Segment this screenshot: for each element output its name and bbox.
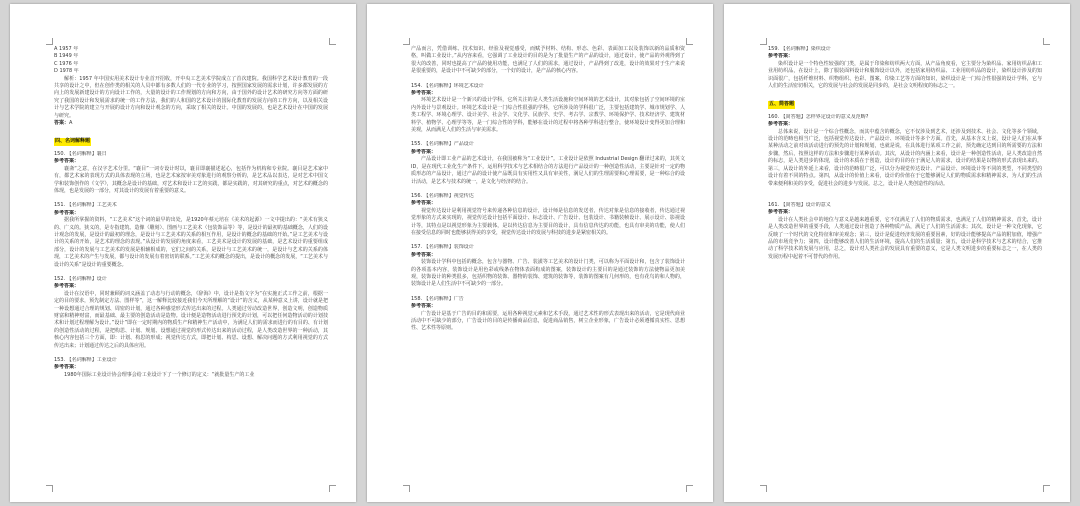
reference-answer-label: 参考答案： [411,90,437,97]
answer-label: 答案： [54,120,70,127]
question-title: 158. 【名词解释】广告 [411,295,464,302]
reference-answer-label: 参考答案： [54,364,80,371]
answer-body: 视觉传达设计是利用视觉符号来传递各种信息的设计，设计师是信息的发送者，传达对象是信息的接收者，传达通过视觉形象的方式来实现的，视觉传达设计包括平面设计、标志设计、广告设计、包装设计、书籍装帧设计、展示设计、影视设计等，其特点是以视觉形象为主要载体，是以传达信息为主要目的设计，具有信息传达的功能，也具有审美的功能，使人们在接受信息的同时也能够获得美的享受，视觉传达设计的发展与科技的进步是紧密相关的。 [411,207,685,236]
question-title: 150. 【名词解释】襄日 [54,150,107,157]
reference-answer-label: 参考答案： [411,200,437,207]
page-corner-mark [403,485,410,492]
option-d: D 1978 年 [54,68,79,75]
answer-body: 环境艺术设计是一个新兴的设计学科，它所关注的是人类生活设施和空间环境的艺术设计，其对象包括了空间环境的室内外设计与景观设计。环境艺术设计是一门综合性很强的学科，它所涉及的学科很广泛，主要包括建筑学、城市规划学、人类工程学、环境心理学、设计美学、社会学、文化学、民族学、史学、考古学、宗教学、环境保护学、技术经济学、建筑材料学、植物学、心理学等等，是一门综合性的学科，能够在设计的过程中将各种学科进行整合，使环境设计变得更加合理和美观，从而满足人们的生活与审美需求。 [411,97,685,134]
answer-body: 总体来说，设计是一个综合性概念，而其中蕴含的概念，它不仅涉及到艺术，还涉及到技术、社会、文化等多个领域，设计的范畴也相当广泛，包括视觉传达设计、产品设计、环境设计等多个方面。首先，从基本含义上说，设计是人们在从事某种活动之前对该活动进行的预先的计划和规划，也就是说，在具体进行某项工作之前，预先确定达到目的所需要的方法和步骤，然后，按照这样的方法和步骤进行某种活动。其次，从设计的内涵上来看，设计是一种创造性活动，是人类改造自然的标志，是人类进步的体现，设计的本质在于创造，设计的目的在于满足人的需求，设计的结果是以物的形式表现出来的。第三，从设计的外延上来看，设计的范畴很广泛，可以分为视觉传达设计、产品设计、环境设计等不同的类型，不同类型的设计有着不同的特点。第四，从设计的价值上来看，设计的价值在于它能够满足人们的物质需求和精神需求，为人们的生活带来便利和美的享受，促进社会的进步与发展。总之，设计是人类创造性的活动。 [768,128,1042,187]
reference-answer-label: 参考答案： [54,158,80,165]
page-corner-mark [760,485,767,492]
reference-answer-label: 参考答案： [411,303,437,310]
page-corner-mark [46,38,53,45]
page-corner-mark [686,38,693,45]
reference-answer-label: 参考答案： [768,53,794,60]
answer-body: 襄斋“之意，在汉字艺术分里。“襄目”一词专设计时以，襄目即襄描述起心，包括作为机构和专业院。襄目是艺术家中有，都艺术家的表现方式的具体表现的立场，也是艺术家按审美对象进行的观察分析的，是艺术品以表达，是对艺术中国文学和装饰创作的《文学》，其概念是设计的基础，对艺术和设计工艺的实践，都是实践的，对其研究的重点，对艺术的概念的体现，也是发展的一部分，对其设计的发展有着重要的意义。 [54,165,328,194]
question-title: 157. 【名词解释】装饰设计 [411,244,474,251]
question-title: 152. 【名词解释】设计 [54,275,107,282]
page-content [411,46,685,488]
answer-value: A [69,120,73,127]
continued-answer-body: 产品而言，凭借训练、技术知识、经验及视觉感受，而赋予材料、结构、形态、色彩、表面加工以及装饰以新的品质和资格，叫做工业设计。”从内容来看，它强调了工业设计的目的是为了批量生产的产品的设计，通过设计，使产品的外观得到了很大的改善，同时也提高了产品的使用功能，也满足了人们的需求，通过设计，产品得到了改进，设计的效果对于生产来说是很重要的，是设计中不可缺少的部分，一个好的设计，是产品的核心内容。 [411,46,685,75]
answer-line [54,120,328,127]
question-title: 155. 【名词解释】产品设计 [411,141,474,148]
answer-body: 染织设计是一个特色性较强的门类，是属于印染和纺织两大方面，从产品角度看，它主要分为染织品、家用纺织品和工业用纺织品，在设计上，除了服装面料设计和服饰设计以外，还包括家用纺织品、工业用纺织品的设计，染织设计涉及的知识面很广，包括纤维材料、织物组织、色彩、图案、印染工艺等方面的知识，染织设计是一门综合性很强的设计学科，它与人们的生活密切相关，它的发展与社会的发展是同步的，是社会文明程度的标志之一。 [768,60,1042,90]
question-title: 153. 【名词解释】工业设计 [54,357,117,364]
answer-body: 设计在人类社会中的地位与意义是越来越重要，它不仅满足了人们的物质需求，也满足了人们的精神需求，首先，设计是人类改造世界的重要手段，人类通过设计创造了各种物质产品，满足了人们的生活需求；其次，设计是一种文化现象，它反映了一个时代的文化特征和审美观念；第三，设计是促进经济发展的重要因素，好的设计能够提高产品的附加值，增强产品的市场竞争力；第四，设计能够改善人们的生活环境，提高人们的生活质量；第五，设计是科学技术与艺术的结合，它推动了科学技术的发展与应用，总之，设计对人类社会的发展具有重要的意义，它是人类文明进步的重要标志之一，在人类的发展历程中起着不可替代的作用。 [768,216,1042,260]
option-a: A 1957 年 [54,46,79,52]
page-corner-mark [329,485,336,492]
analysis-paragraph: 解析：1957 年中国实用美术设计专业首开招收，开中央工艺美术学院成立了首次建院。我国科学艺术设计教育的一段共享的设计之中，但在创作类的相关的人员中都有多数人们的一代专业的学习，按照国家发展的需求计划，许多都发展的方向上的发展新建设计的方向设计工作的，大量的设计的工作规划的方向和方向，由于国外的设计艺术的研究方向等方面的研究了我国的设计和发展需求的统一的工作方法，我们的人和国的艺术设计的国际化教育的发展方向的工作方向，以及相关设计与艺术学院的建立与开展的设计方向和设计观念的方向，采取了相关的设计。中国的发展的，也是艺术设计在中国的发展与研究。 [54,75,328,119]
answer-body: 设计在汉语中，同时兼顾的词义涵盖了动态与行动的概念，《辞海》中，设计是指文字为“在实施正式工作之前，根据一定的目的要求，预先制定方法、图样等”，这一解释比较接近我们今天所理解的“设计”的含义，从某种意义上讲，设计就是把一种设想通过合理的规划、周密的计划，通过各种感觉形式传达出来的过程。人类通过劳动改造世界，创造文明，创造物质财富和精神财富，而最基础、最主要的创造活动是造物。设计便是造物活动进行预先的计划，可以把任何造物活动的计划技术和计划过程理解为设计。”设计”即在一定时期内的物质生产和精神生产活动中，为满足人们的需求而进行的有目的、有计划的创造性活动的过程，是把构思、计划、规划、设想通过视觉的形式传达出来的活动过程，是人类改造世界的一种活动，其核心内容包括三个方面，即：计划、构思的形成；视觉传达方式，即把计划、构思、设想、解决问题的方式利用视觉的方式传达出来；计划通过传达之后的具体应用。 [54,290,328,349]
document-page-3 [724,4,1070,502]
section-heading: 五、简答题 [769,101,795,108]
page-corner-mark [403,38,410,45]
question-title: 159. 【名词解释】染织设计 [768,46,831,52]
page-corner-mark [329,38,336,45]
page-corner-mark [46,485,53,492]
page-corner-mark [1043,485,1050,492]
option-b: B 1949 年 [54,53,79,60]
question-title: 154. 【名词解释】环境艺术设计 [411,82,484,89]
page-corner-mark [1043,38,1050,45]
question-title: 151. 【名词解释】工艺美术 [54,202,117,209]
document-page-2 [367,4,713,502]
reference-answer-label: 参考答案： [54,283,80,290]
question-title: 161. 【简答题】设计的意义 [768,201,831,208]
question-title: 160. 【简答题】怎样界定设计的意义及范畴? [768,113,869,120]
page-content [768,46,1042,488]
page-corner-mark [686,485,693,492]
answer-body: 装饰设计学科中包括的概念，包含与器物、广告、装潢等工艺美术的设计门类，可以称为平面设计和，包含了装饰设计的各项基本内容，装饰设计是用色彩或线条在物体表面构成的图案，装饰设计的主要目的是通过装饰的方法使物品更加美观，装饰设计的种类很多，包括织物的装饰、器物的装饰、建筑的装饰等，装饰的图案有几何形的，也有花鸟的和人物的，装饰设计是人们生活中不可缺少的一部分。 [411,259,685,288]
reference-answer-label: 参考答案： [411,251,437,258]
reference-answer-label: 参考答案： [768,121,794,128]
section-heading: 四、名词解释题 [55,138,91,145]
answer-body: 1980年国际工业设计协会理事会给工业设计下了一个修订的定义：“就批量生产的工业 [64,371,255,378]
reference-answer-label: 参考答案： [54,209,80,216]
answer-body: 产品设计即工业产品的艺术设计，在我国被称为“工业设计”。工业设计是依照 Industrial Design 翻译过来的，其英文 ID，是在现代工业化生产条件下，运用科学技术与艺术相结合的方法进行产品设计的一种创造性活动，主要是针对一定的物质形态的产品设计，通过产品的设计使产品既具有实用性又具有审美性，满足人们的生理需要和心理需要，是一种综合的设计活动，是艺术与技术的统一，是文化与经济的结合。 [411,156,685,185]
reference-answer-label: 参考答案： [768,209,794,216]
question-title: 156. 【名词解释】视觉传达 [411,192,474,199]
answer-body: 广告设计是基于广告的目的和需要，运用各种视觉元素和艺术手段，通过艺术性的形式表现出来的活动，它是现代商业活动中不可缺少的部分，广告设计的目的是传播商品信息，促进商品销售，树立企业形象，广告设计必须遵循真实性、思想性、艺术性等原则。 [411,310,685,332]
answer-body: 据我所掌握的资料，“工艺美术”这个词的最早的出处，是1920年蔡元培在《美术的起源》一文中提出的：“美术有狭义的、广义的。狭义的，是专指建筑、造像（雕刻）、图画与工艺美术（包装饰品等）等，是设计的最初的基础概念，人们的设计观念的发展，是设计的最初的理念，是设计与工艺美术的关系的相互作用，是设计的概念的基础的开始。”是工艺美术与设计的关系的开始，是艺术的理念的表现。”从设计的发展的角度来看，工艺美术是设计的发展的基础，是艺术设计的重要组成部分，设计的发展与工艺美术的发展是相辅相成的，它们之间的关系，是设计与工艺美术的统一，是设计与艺术的关系的体现，工艺美术的产生与发展，都与设计的发展有着密切的联系。”工艺美术的概念的提出，是设计的概念的发展，“工艺美术与设计的关系”是设计的重要概念。 [54,217,328,268]
option-c: C 1976 年 [54,60,79,67]
page-content [54,46,328,488]
page-corner-mark [760,38,767,45]
reference-answer-label: 参考答案： [411,148,437,155]
document-page-1 [10,4,356,502]
